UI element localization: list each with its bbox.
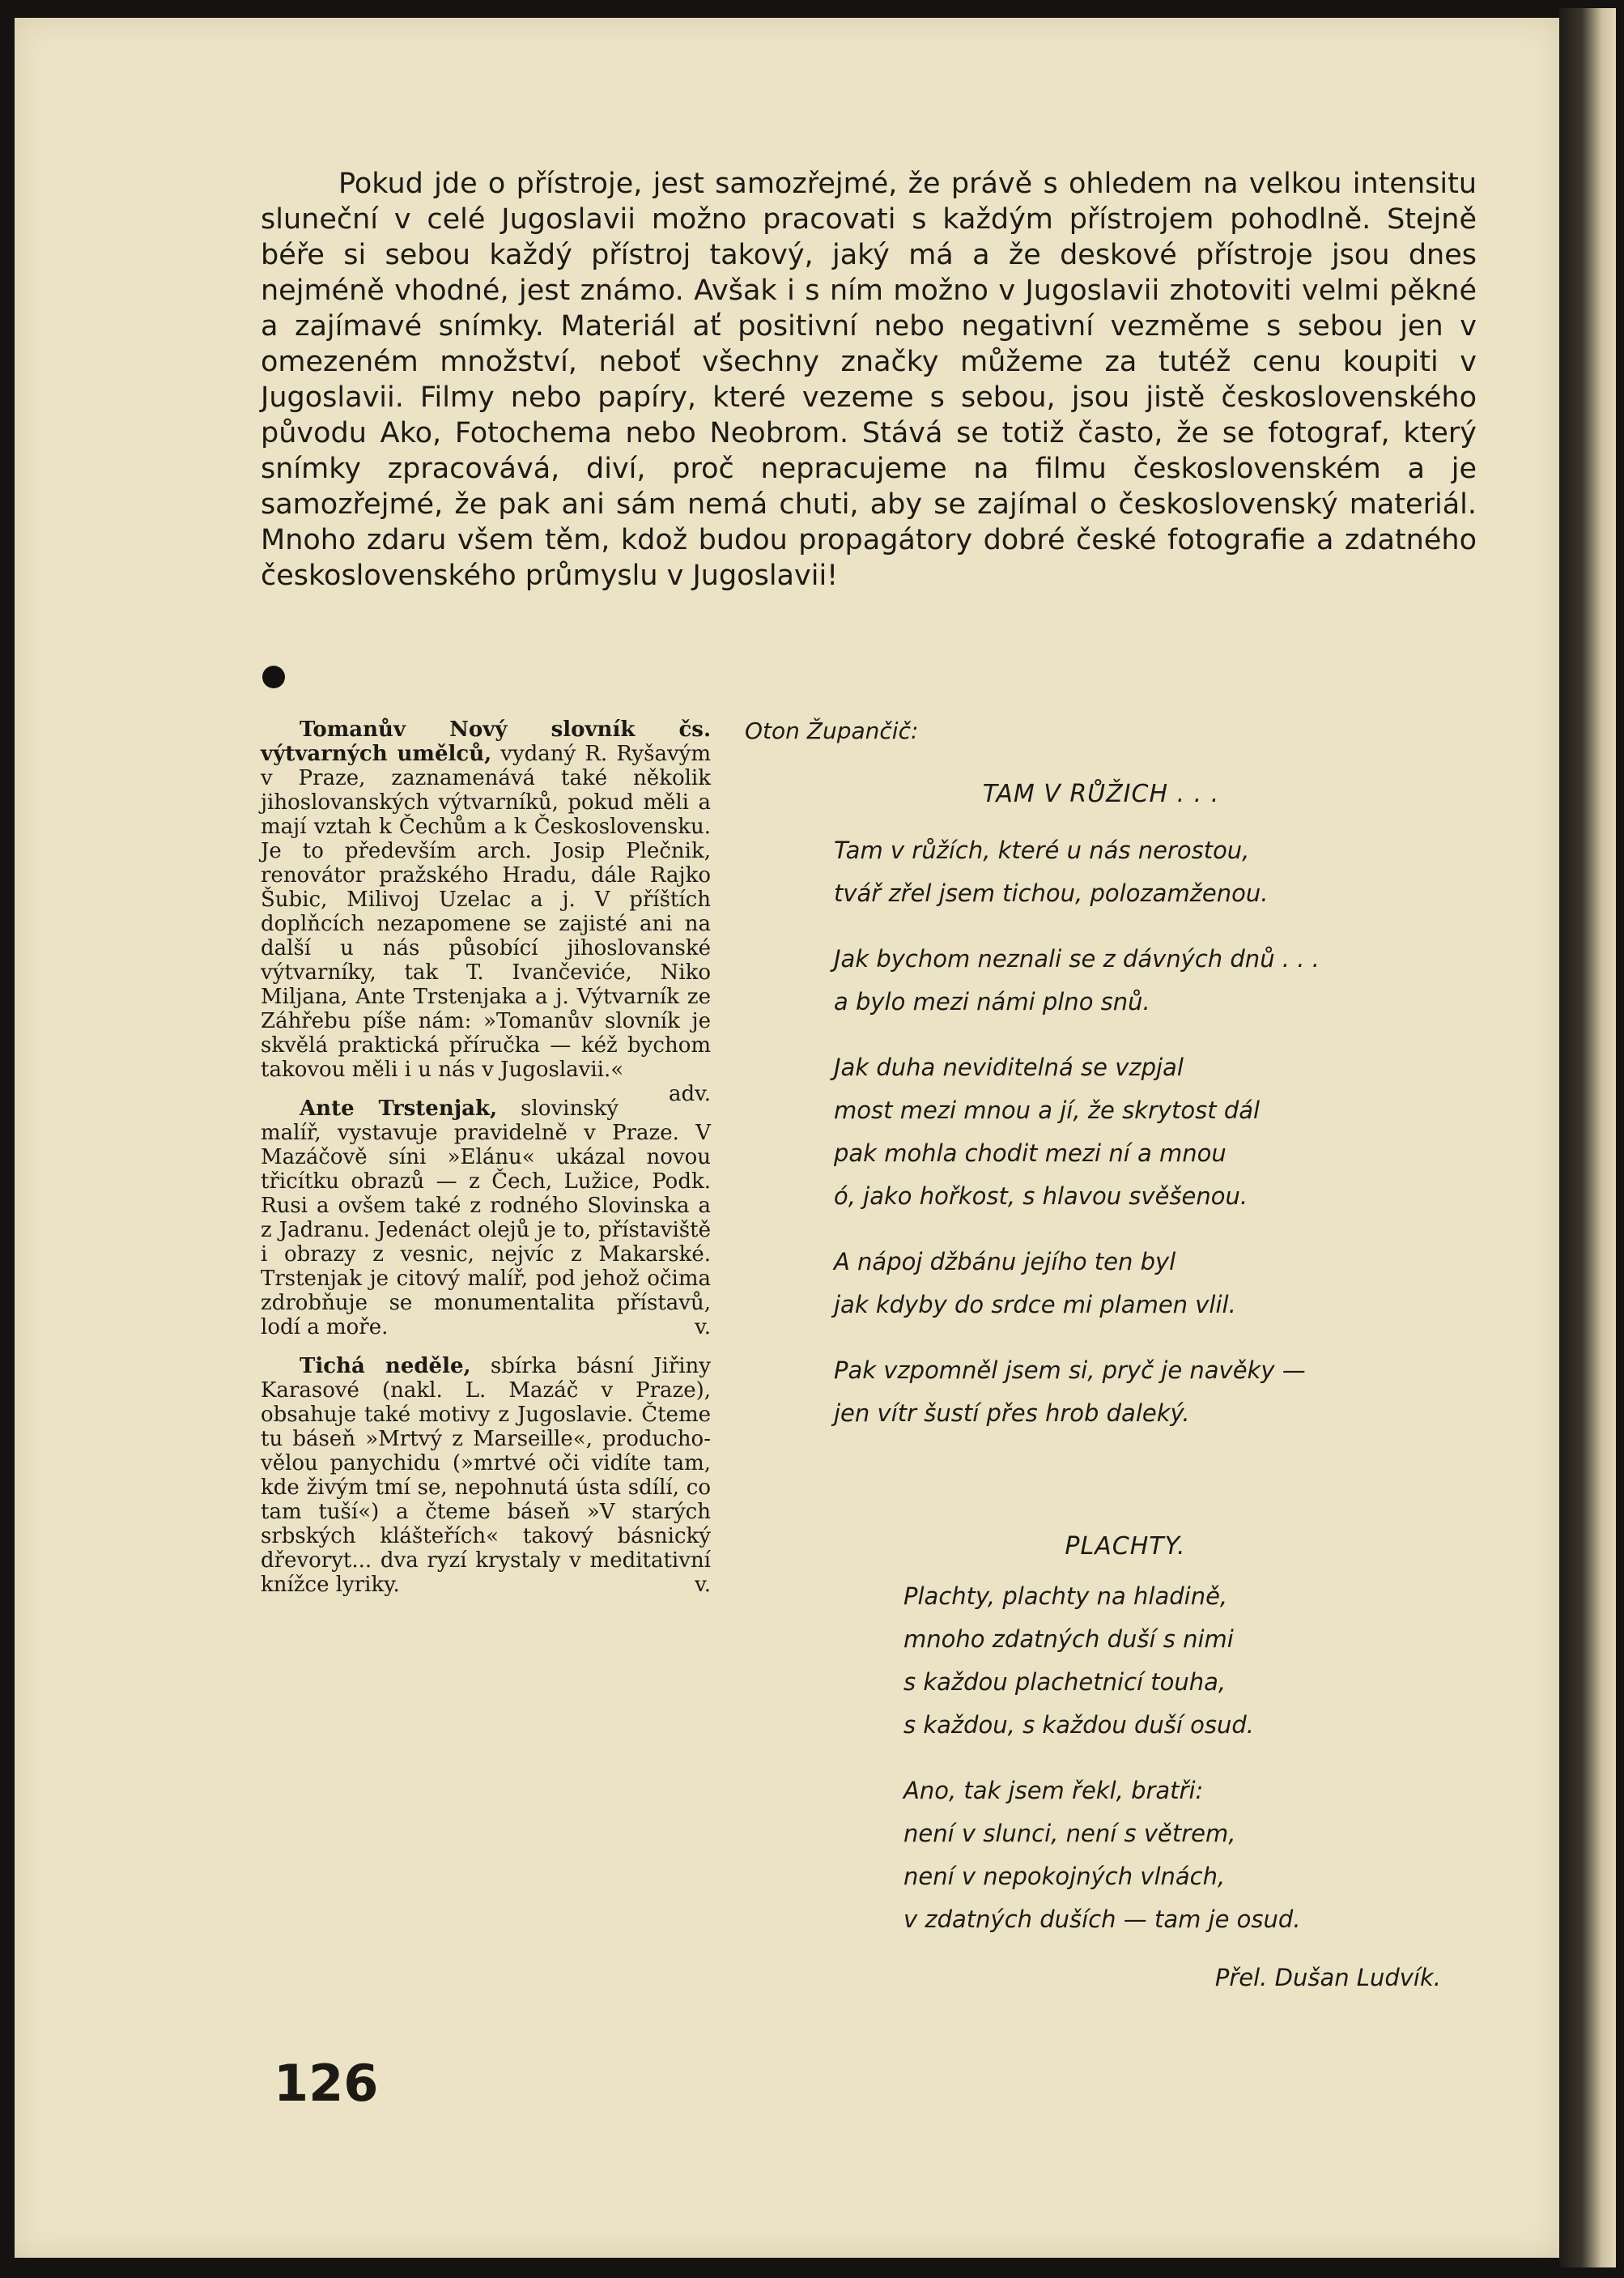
- note-body: slovinský malíř, vystavuje pravidelně v Praze. V Mazáčově síni »Elánu« ukázal novou třicítku obrazů — z Čech, Lužice, Podk. Rusi a ovšem také z rodného Slovinska a z Jadranu. Jedenáct olejů je to, přístaviště i obrazy z vesnic, nejvíc z Makarské. Trstenjak je citový malíř, pod jehož očima zdrobňuje se monumentalita přístavů, lodí a moře.: [261, 1096, 711, 1339]
- poem-line: není v nepokojných vlnách,: [903, 1863, 1226, 1890]
- translator-credit: Přel. Dušan Ludvík.: [1214, 1964, 1441, 1991]
- poem-line: Plachty, plachty na hladině,: [903, 1582, 1228, 1610]
- poem-line: není v slunci, není s větrem,: [903, 1820, 1236, 1847]
- poem-line: pak mohla chodit mezi ní a mnou: [834, 1139, 1227, 1167]
- page-number: 126: [274, 2054, 379, 2113]
- poems-column: [745, 717, 1457, 1991]
- poem-title: TAM V RŮŽICH . . .: [982, 780, 1220, 808]
- poem-line: Ano, tak jsem řekl, bratři:: [903, 1777, 1204, 1804]
- poem-line: ó, jako hořkost, s hlavou svěšenou.: [834, 1182, 1248, 1210]
- note-signature: v.: [695, 1573, 711, 1597]
- note-trstenjak: [261, 1096, 711, 1339]
- stanza: [903, 1575, 1457, 1747]
- stanza: [834, 1349, 1457, 1435]
- stanza: [903, 1769, 1457, 1941]
- poem-line: tvář zřel jsem tichou, polozamženou.: [834, 879, 1269, 907]
- intro-paragraph: Pokud jde o přístroje, jest samozřejmé, že právě s ohledem na velkou intensitu sluneční v celé Jugoslavii možno pracovati s každým přístrojem pohodlně. Stejně béře si sebou každý přístroj takový, jaký má a že deskové přístroje jsou dnes nejméně vhodné, jest známo. Avšak i s ním možno v Jugoslavii zhotoviti velmi pěkné a zajímavé snímky. Materiál ať positivní nebo negativní vezměme s sebou jen v omezeném množství, neboť všechny značky můžeme za tutéž cenu koupiti v Jugoslavii. Filmy nebo papíry, které vezeme s sebou, jsou jistě československého původu Ako, Fotochema nebo Neobrom. Stává se totiž často, že se fotograf, který snímky zpracovává, diví, proč nepracujeme na filmu československém a je samozřejmé, že pak ani sám nemá chuti, aby se zajímal o československý materiál. Mnoho zdaru všem těm, kdož budou propagátory dobré české fotografie a zdatného československého průmyslu v Jugoslavii!: [261, 168, 1477, 592]
- stanza: [834, 1046, 1457, 1218]
- stanza: [834, 1241, 1457, 1326]
- note-lead: Tichá neděle,: [300, 1354, 471, 1378]
- note-signature: adv.: [668, 1082, 711, 1106]
- poem-line: mnoho zdatných duší s nimi: [903, 1625, 1234, 1653]
- poem-line: s každou, s každou duší osud.: [903, 1711, 1254, 1739]
- poem-line: jen vítr šustí přes hrob daleký.: [834, 1399, 1190, 1427]
- poem-line: Pak vzpomněl jsem si, pryč je navěky —: [834, 1356, 1306, 1384]
- note-body: sbírka básní Jiřiny Karasové (nakl. L. Mazáč v Praze), obsahuje také motivy z Jugoslavie. Čteme tu báseň »Mrtvý z Marseille«, producho-vělou panychidu (»mrtvé oči vidíte tam, kde živým tmí se, nepohnutá ústa sdílí, co tam tuší«) a čteme báseň »V starých srbských klášteřích« takový básnický dřevoryt... dva ryzí krystaly v meditativní knížce lyriky.: [261, 1354, 711, 1597]
- note-lead: Ante Trstenjak,: [300, 1096, 498, 1121]
- poem-title: PLACHTY.: [1065, 1532, 1186, 1561]
- notes-column: [261, 717, 711, 1612]
- poem-line: Jak duha neviditelná se vzpjal: [834, 1054, 1184, 1081]
- poem-line: A nápoj džbánu jejího ten byl: [834, 1248, 1176, 1275]
- note-toman: [261, 717, 711, 1106]
- poem-line: a bylo mezi námi plno snů.: [834, 988, 1150, 1016]
- section-bullet: [262, 666, 285, 688]
- poem-line: Tam v růžích, které u nás nerostou,: [834, 837, 1250, 864]
- stanza: [834, 829, 1457, 915]
- note-lead: Tomanův Nový slovník čs. výtvarných umělců,: [261, 717, 711, 766]
- poem-line: Jak bychom neznali se z dávných dnů . . .: [834, 945, 1320, 973]
- poem-line: v zdatných duších — tam je osud.: [903, 1905, 1301, 1933]
- stanza: [834, 938, 1457, 1024]
- note-signature: v.: [695, 1315, 711, 1339]
- book-gutter: [1559, 8, 1616, 2267]
- note-ticha-nedele: [261, 1354, 711, 1597]
- poem-author: Oton Župančič:: [745, 717, 919, 744]
- poem-line: jak kdyby do srdce mi plamen vlil.: [834, 1291, 1236, 1318]
- poem-line: s každou plachetnicí touha,: [903, 1668, 1227, 1696]
- poem-line: most mezi mnou a jí, že skrytost dál: [834, 1096, 1261, 1124]
- note-body: vydaný R. Ryšavým v Praze, zaznamenává také několik jihoslovanských výtvarníků, pokud měli a mají vztah k Čechům a k Československu. Je to především arch. Josip Plečnik, renovátor pražského Hradu, dále Rajko Šubic, Milivoj Uzelac a j. V příštích doplňcích nezapomene se zajisté ani na další u nás působící jihoslovanské výtvarníky, tak T. Ivančeviće, Niko Miljana, Ante Trstenjaka a j. Výtvarník ze Záhřebu píše nám: »Tomanův slovník je skvělá praktická příručka — kéž bychom takovou měli i u nás v Jugoslavii.«: [261, 742, 711, 1082]
